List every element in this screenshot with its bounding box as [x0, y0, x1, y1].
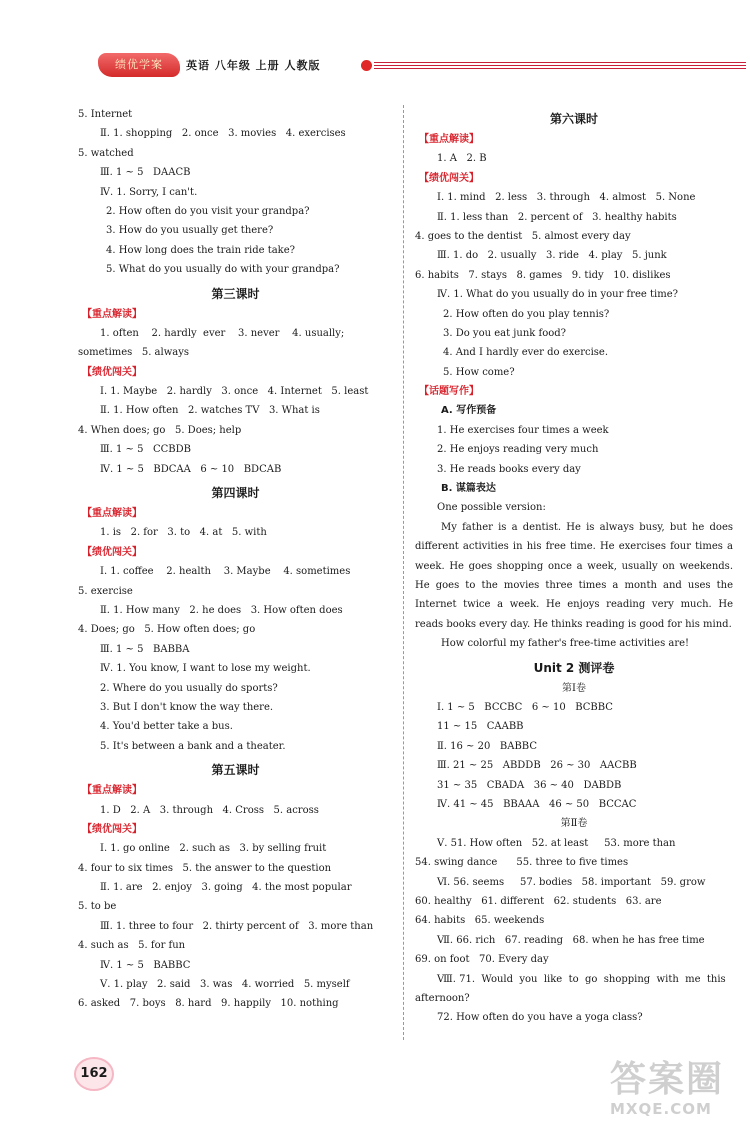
answer-line: 4. When does; go 5. Does; help — [78, 424, 242, 436]
answer-line: 2. How often do you play tennis? — [443, 308, 610, 320]
answer-line: Ⅲ. 21 ~ 25 ABDDB 26 ~ 30 AACBB — [437, 760, 637, 772]
answer-line: 【绩优闯关】 — [419, 172, 479, 184]
answer-line: Ⅰ. 1. Maybe 2. hardly 3. once 4. Internet 5. least — [100, 386, 369, 398]
right-column — [415, 105, 733, 1028]
header-rule — [374, 65, 746, 66]
answer-line: 【绩优闯关】 — [82, 823, 142, 835]
answer-line: 第三课时 — [211, 286, 260, 301]
answer-line: 31 ~ 35 CBADA 36 ~ 40 DABDB — [437, 779, 622, 791]
answer-line: Ⅱ. 16 ~ 20 BABBC — [437, 740, 537, 752]
answer-line: 4. Does; go 5. How often does; go — [78, 624, 256, 636]
answer-line: Ⅳ. 1. What do you usually do in your free time? — [437, 289, 678, 301]
answer-line: 5. watched — [78, 147, 134, 159]
answer-line: 5. What do you usually do with your grandpa? — [106, 264, 340, 276]
brand-badge: 绩优学案 — [98, 53, 180, 77]
header-rule — [374, 62, 746, 63]
answer-line: Ⅲ. 1 ~ 5 CCBDB — [100, 444, 192, 456]
right-top-block — [415, 105, 733, 518]
answer-line: 第五课时 — [211, 763, 260, 778]
answer-line: Ⅴ. 1. play 2. said 3. was 4. worried 5. myself — [100, 979, 350, 991]
answer-line: 【重点解读】 — [82, 508, 142, 520]
answer-line: Ⅳ. 41 ~ 45 BBAAA 46 ~ 50 BCCAC — [437, 799, 637, 810]
answer-line: Unit 2 测评卷 — [533, 660, 615, 675]
page-number: 162 — [74, 1057, 114, 1091]
answer-line: B. 谋篇表达 — [441, 483, 496, 495]
answer-line: 1. A 2. B — [437, 153, 487, 165]
answer-line: 6. asked 7. boys 8. hard 9. happily 10. nothing — [78, 998, 339, 1010]
answer-line: 1. D 2. A 3. through 4. Cross 5. across — [100, 804, 319, 816]
answer-line: 【重点解读】 — [419, 134, 479, 145]
answer-line: 第Ⅰ卷 — [562, 682, 586, 694]
answer-line: 5. Internet — [78, 109, 133, 120]
answer-line: 4. You'd better take a bus. — [100, 721, 233, 733]
answer-line: 【话题写作】 — [419, 386, 479, 398]
essay-ending: How colorful my father's free-time activities are! — [441, 638, 690, 650]
answer-line: 4. How long does the train ride take? — [106, 244, 296, 256]
answer-line: Ⅵ. 56. seems 57. bodies 58. important 59. grow — [437, 876, 706, 888]
answer-line: A. 写作预备 — [441, 405, 497, 417]
answer-line: 3. How do you usually get there? — [106, 225, 274, 237]
answer-line: One possible version: — [437, 502, 546, 514]
answer-line: 5. to be — [78, 901, 117, 913]
answer-line: Ⅳ. 1 ~ 5 BABBC — [100, 959, 191, 971]
answer-line: afternoon? — [415, 992, 470, 1004]
answer-line: 72. How often do you have a yoga class? — [437, 1012, 643, 1024]
answer-line: Ⅳ. 1 ~ 5 BDCAA 6 ~ 10 BDCAB — [100, 463, 282, 475]
answer-line: 64. habits 65. weekends — [415, 915, 545, 927]
answer-line: 69. on foot 70. Every day — [415, 954, 549, 966]
answer-line: 4. four to six times 5. the answer to the question — [78, 862, 332, 874]
answer-line: Ⅲ. 1. three to four 2. thirty percent of 3. more than — [100, 920, 374, 932]
answer-line: Ⅱ. 1. are 2. enjoy 3. going 4. the most popular — [100, 882, 352, 894]
answer-line: Ⅰ. 1. go online 2. such as 3. by selling fruit — [100, 843, 327, 855]
answer-line: Ⅱ. 1. How often 2. watches TV 3. What is — [100, 405, 320, 417]
answer-line: Ⅱ. 1. shopping 2. once 3. movies 4. exercises — [100, 128, 346, 140]
page-header — [78, 47, 750, 87]
answer-line: Ⅲ. 1 ~ 5 DAACB — [100, 167, 191, 179]
test-answers-block — [415, 654, 733, 1028]
answer-line: 5. exercise — [78, 585, 133, 597]
answer-line: Ⅱ. 1. less than 2. percent of 3. healthy habits — [437, 211, 677, 223]
answer-line: Ⅴ. 51. How often 52. at least 53. more than — [437, 837, 676, 849]
answer-line: Ⅲ. 1 ~ 5 BABBA — [100, 643, 190, 655]
header-rule — [374, 68, 746, 69]
answer-line: 5. How come? — [443, 366, 515, 378]
answer-line: 3. Do you eat junk food? — [443, 327, 567, 339]
answer-line: 4. goes to the dentist 5. almost every day — [415, 230, 631, 242]
answer-line: 2. How often do you visit your grandpa? — [106, 205, 310, 217]
answer-line: 第六课时 — [549, 112, 598, 126]
answer-line: Ⅰ. 1. coffee 2. health 3. Maybe 4. sometimes — [100, 566, 351, 578]
answer-line: 1. is 2. for 3. to 4. at 5. with — [100, 527, 267, 539]
answer-line: Ⅱ. 1. How many 2. he does 3. How often does — [100, 604, 343, 616]
answer-line: Ⅳ. 1. You know, I want to lose my weight. — [100, 663, 311, 675]
watermark-logo: 答案圈 MXQE.COM — [610, 1059, 725, 1118]
answer-line: 第Ⅱ卷 — [560, 818, 588, 830]
left-column — [78, 105, 393, 1014]
answer-line: 60. healthy 61. different 62. students 63. are — [415, 895, 662, 907]
answer-line: 【重点解读】 — [82, 785, 142, 797]
answer-line: Ⅰ. 1. mind 2. less 3. through 4. almost 5. None — [437, 192, 696, 204]
answer-line: Ⅲ. 1. do 2. usually 3. ride 4. play 5. junk — [437, 250, 667, 262]
answer-line: sometimes 5. always — [78, 347, 190, 359]
answer-line: 1. He exercises four times a week — [437, 424, 609, 436]
answer-line: 【绩优闯关】 — [82, 366, 142, 378]
answer-line: Ⅳ. 1. Sorry, I can't. — [100, 186, 198, 198]
answer-line: Ⅰ. 1 ~ 5 BCCBC 6 ~ 10 BCBBC — [437, 702, 613, 714]
answer-line: 1. often 2. hardly ever 3. never 4. usually; — [100, 327, 345, 339]
answer-line: 【重点解读】 — [82, 308, 142, 320]
answer-line: 54. swing dance 55. three to five times — [415, 857, 629, 869]
header-title: 英语 八年级 上册 人教版 — [186, 59, 321, 72]
answer-line: 4. And I hardly ever do exercise. — [443, 347, 609, 359]
header-dot-icon — [361, 60, 372, 71]
answer-line: Ⅷ. 71. Would you like to go shopping with me this — [437, 973, 726, 985]
answer-line: Ⅶ. 66. rich 67. reading 68. when he has free time — [437, 934, 705, 946]
answer-line: 4. such as 5. for fun — [78, 940, 186, 952]
essay-paragraph: My father is a dentist. He is always busy, but he does different activities in his free time. He exercises four times a week. He goes shopping once a week, usually on weekends. He goes to the movies three times a month and uses the Internet twice a week. He enjoys reading very much. He reads books every day. He thinks reading is good for his mind. — [415, 521, 733, 630]
answer-line: 5. It's between a bank and a theater. — [100, 740, 286, 752]
column-divider — [403, 105, 404, 1040]
answer-line: 11 ~ 15 CAABB — [437, 721, 524, 733]
answer-line: 3. He reads books every day — [437, 463, 581, 475]
answer-line: 第四课时 — [211, 486, 260, 501]
answer-line: 2. Where do you usually do sports? — [100, 682, 278, 694]
answer-line: 3. But I don't know the way there. — [100, 701, 274, 713]
answer-line: 6. habits 7. stays 8. games 9. tidy 10. dislikes — [415, 269, 671, 281]
answer-line: 【绩优闯关】 — [82, 546, 142, 558]
answer-line: 2. He enjoys reading very much — [437, 444, 599, 456]
